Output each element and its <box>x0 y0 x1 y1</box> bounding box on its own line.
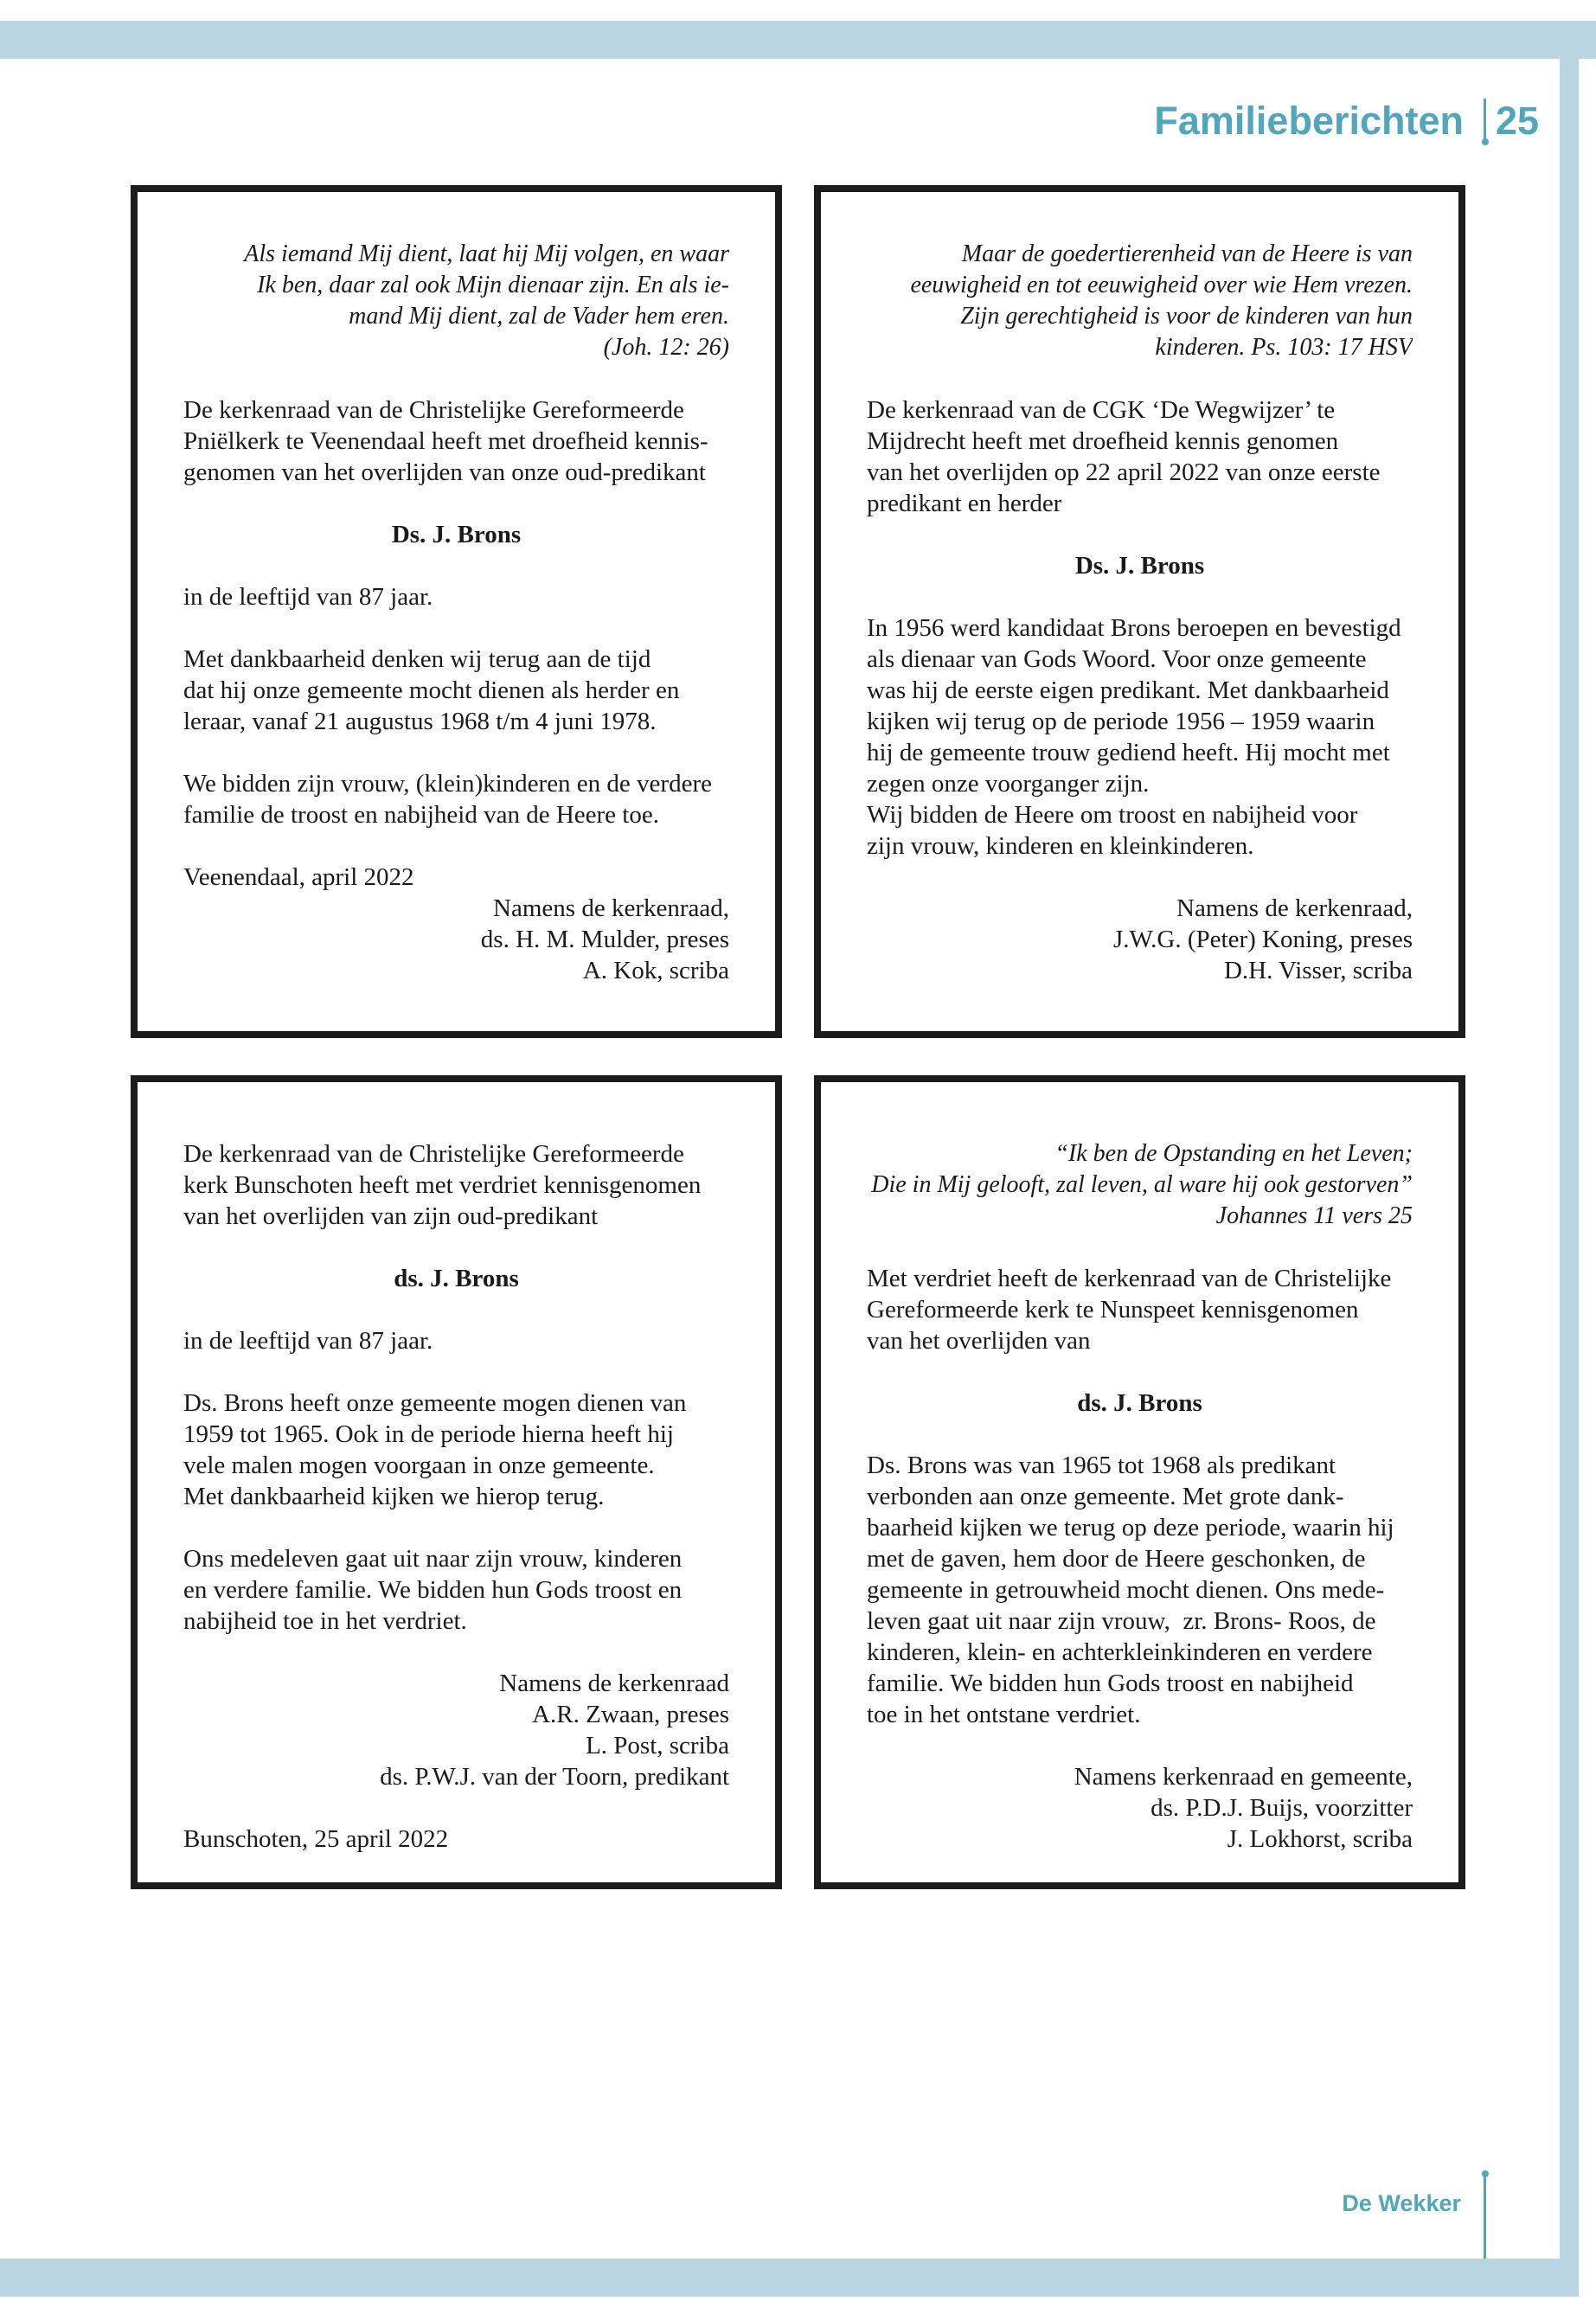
signatures <box>867 1761 1413 1855</box>
signature-line: A. Kok, scriba <box>582 957 729 984</box>
paragraph-line: verbonden aan onze gemeente. Met grote dank- <box>867 1483 1344 1510</box>
paragraph-line: zegen onze voorganger zijn. <box>867 770 1150 798</box>
paragraph-line: baarheid kijken we terug op deze periode, waarin hij <box>867 1514 1394 1541</box>
intro-line: De kerkenraad van de Christelijke Gereformeerde <box>183 1140 684 1168</box>
signature-line: A.R. Zwaan, preses <box>532 1701 729 1728</box>
paragraph <box>183 1388 729 1512</box>
paragraph <box>867 1450 1413 1730</box>
scripture-quote <box>867 1138 1413 1232</box>
section-title: Familieberichten <box>1154 99 1464 143</box>
signature-line: Namens de kerkenraad <box>499 1670 729 1697</box>
scripture-line: Johannes 11 vers 25 <box>1215 1202 1413 1229</box>
paragraph-line: in de leeftijd van 87 jaar. <box>183 1327 433 1355</box>
signatures <box>867 893 1413 986</box>
intro-line: van het overlijden van zijn oud-predikant <box>183 1202 599 1230</box>
scripture-line: (Joh. 12: 26) <box>603 334 729 361</box>
paragraph-line: Ds. Brons heeft onze gemeente mogen dienen van <box>183 1389 687 1417</box>
scripture-quote <box>867 239 1413 363</box>
intro-line: Met verdriet heeft de kerkenraad van de Christelijke <box>867 1265 1392 1292</box>
deceased-name: ds. J. Brons <box>394 1265 519 1292</box>
frame-band-right <box>1560 59 1579 2259</box>
scripture-line: Die in Mij gelooft, zal leven, al ware hij ook gestorven” <box>871 1171 1413 1198</box>
signature-line: Namens kerkenraad en gemeente, <box>1074 1763 1413 1791</box>
paragraph <box>183 768 729 830</box>
scripture-line: Als iemand Mij dient, laat hij Mij volgen, en waar <box>244 240 729 267</box>
paragraph-line: We bidden zijn vrouw, (klein)kinderen en de verdere <box>183 770 712 798</box>
deceased-name: Ds. J. Brons <box>391 521 522 548</box>
signature-line: Namens de kerkenraad, <box>1176 894 1413 922</box>
page-number: 25 <box>1496 99 1540 143</box>
intro-paragraph <box>867 394 1413 519</box>
paragraph-line: familie de troost en nabijheid van de Heere toe. <box>183 801 659 829</box>
paragraph-line: Met dankbaarheid kijken we hierop terug. <box>183 1483 605 1510</box>
signature-line: L. Post, scriba <box>586 1732 729 1759</box>
scripture-line: kinderen. Ps. 103: 17 HSV <box>1155 334 1413 361</box>
scripture-line: Ik ben, daar zal ook Mijn dienaar zijn. En als ie- <box>257 272 729 298</box>
place-date: Veenendaal, april 2022 <box>183 863 414 891</box>
footer-divider <box>1484 2174 1486 2259</box>
paragraph-line: in de leeftijd van 87 jaar. <box>183 583 433 611</box>
intro-line: genomen van het overlijden van onze oud-predikant <box>183 458 706 486</box>
deceased-name: ds. J. Brons <box>1077 1389 1202 1417</box>
intro-line: van het overlijden op 22 april 2022 van onze eerste <box>867 458 1381 486</box>
publication-name: De Wekker <box>1342 2190 1461 2216</box>
paragraph-line: hij de gemeente trouw gediend heeft. Hij mocht met <box>867 739 1390 766</box>
paragraph-line: en verdere familie. We bidden hun Gods troost en <box>183 1576 683 1604</box>
intro-line: Gereformeerde kerk te Nunspeet kennisgenomen <box>867 1296 1359 1324</box>
paragraph <box>183 1543 729 1637</box>
paragraph <box>183 581 729 612</box>
intro-paragraph <box>183 1138 729 1232</box>
paragraph-line: Wij bidden de Heere om troost en nabijheid voor <box>867 801 1358 829</box>
paragraph-line: leven gaat uit naar zijn vrouw, zr. Brons- Roos, de <box>867 1607 1376 1635</box>
intro-line: van het overlijden van <box>867 1327 1091 1355</box>
death-notice-nunspeet <box>814 1075 1465 1889</box>
paragraph-line: zijn vrouw, kinderen en kleinkinderen. <box>867 832 1254 860</box>
paragraph-line: dat hij onze gemeente mocht dienen als herder en <box>183 676 680 704</box>
intro-line: De kerkenraad van de CGK ‘De Wegwijzer’ te <box>867 396 1336 424</box>
signatures <box>183 893 729 986</box>
paragraph-line: toe in het ontstane verdriet. <box>867 1701 1141 1728</box>
paragraph-line: nabijheid toe in het verdriet. <box>183 1607 467 1635</box>
paragraph-line: Ons medeleven gaat uit naar zijn vrouw, kinderen <box>183 1545 683 1573</box>
scripture-line: eeuwigheid en tot eeuwigheid over wie Hem vrezen. <box>910 272 1413 298</box>
death-notice-veenendaal <box>131 185 782 1038</box>
paragraph-line: kijken wij terug op de periode 1956 – 1959 waarin <box>867 708 1375 735</box>
signature-line: J.W.G. (Peter) Koning, preses <box>1112 926 1413 953</box>
intro-line: kerk Bunschoten heeft met verdriet kennisgenomen <box>183 1171 702 1199</box>
scripture-line: “Ik ben de Opstanding en het Leven; <box>1054 1140 1413 1167</box>
frame-band-bottom <box>0 2259 1579 2297</box>
paragraph-line: was hij de eerste eigen predikant. Met dankbaarheid <box>867 676 1389 704</box>
header-divider-dot <box>1482 138 1489 145</box>
intro-line: Mijdrecht heeft met droefheid kennis genomen <box>867 427 1339 455</box>
intro-paragraph <box>867 1263 1413 1356</box>
paragraph <box>183 1325 729 1356</box>
death-notice-mijdrecht <box>814 185 1465 1038</box>
signature-line: ds. H. M. Mulder, preses <box>480 926 729 953</box>
paragraph <box>867 612 1413 862</box>
deceased-name: Ds. J. Brons <box>1074 552 1205 580</box>
intro-line: predikant en herder <box>867 490 1062 517</box>
paragraph <box>183 644 729 737</box>
signature-line: D.H. Visser, scriba <box>1223 957 1413 984</box>
paragraph-line: familie. We bidden hun Gods troost en nabijheid <box>867 1670 1354 1697</box>
paragraph-line: Ds. Brons was van 1965 tot 1968 als predikant <box>867 1452 1336 1479</box>
paragraph-line: als dienaar van Gods Woord. Voor onze gemeente <box>867 645 1367 673</box>
signature-line: ds. P.D.J. Buijs, voorzitter <box>1151 1794 1413 1822</box>
intro-paragraph <box>183 394 729 488</box>
paragraph-line: vele malen mogen voorgaan in onze gemeente. <box>183 1452 655 1479</box>
paragraph-line: 1959 tot 1965. Ook in de periode hierna heeft hij <box>183 1420 674 1448</box>
signatures <box>183 1668 729 1792</box>
intro-line: De kerkenraad van de Christelijke Gereformeerde <box>183 396 684 424</box>
scripture-line: Maar de goedertierenheid van de Heere is van <box>961 240 1413 267</box>
paragraph-line: gemeente in getrouwheid mocht dienen. Ons mede- <box>867 1576 1385 1604</box>
header-divider <box>1484 99 1486 142</box>
intro-line: Pniëlkerk te Veenendaal heeft met droefheid kennis- <box>183 427 708 455</box>
footer-divider-dot <box>1482 2170 1489 2177</box>
death-notice-bunschoten <box>131 1075 782 1889</box>
paragraph-line: kinderen, klein- en achterkleinkinderen en verdere <box>867 1638 1373 1666</box>
place-date: Bunschoten, 25 april 2022 <box>183 1825 449 1853</box>
signature-line: ds. P.W.J. van der Toorn, predikant <box>380 1763 729 1791</box>
signature-line: J. Lokhorst, scriba <box>1227 1825 1413 1853</box>
paragraph-line: leraar, vanaf 21 augustus 1968 t/m 4 juni 1978. <box>183 708 657 735</box>
signature-line: Namens de kerkenraad, <box>493 894 729 922</box>
scripture-line: Zijn gerechtigheid is voor de kinderen van hun <box>960 303 1413 330</box>
paragraph-line: Met dankbaarheid denken wij terug aan de tijd <box>183 645 651 673</box>
paragraph-line: met de gaven, hem door de Heere geschonken, de <box>867 1545 1366 1573</box>
scripture-line: mand Mij dient, zal de Vader hem eren. <box>349 303 729 330</box>
frame-band-top <box>0 21 1596 59</box>
paragraph-line: In 1956 werd kandidaat Brons beroepen en bevestigd <box>867 614 1401 642</box>
scripture-quote <box>183 239 729 363</box>
